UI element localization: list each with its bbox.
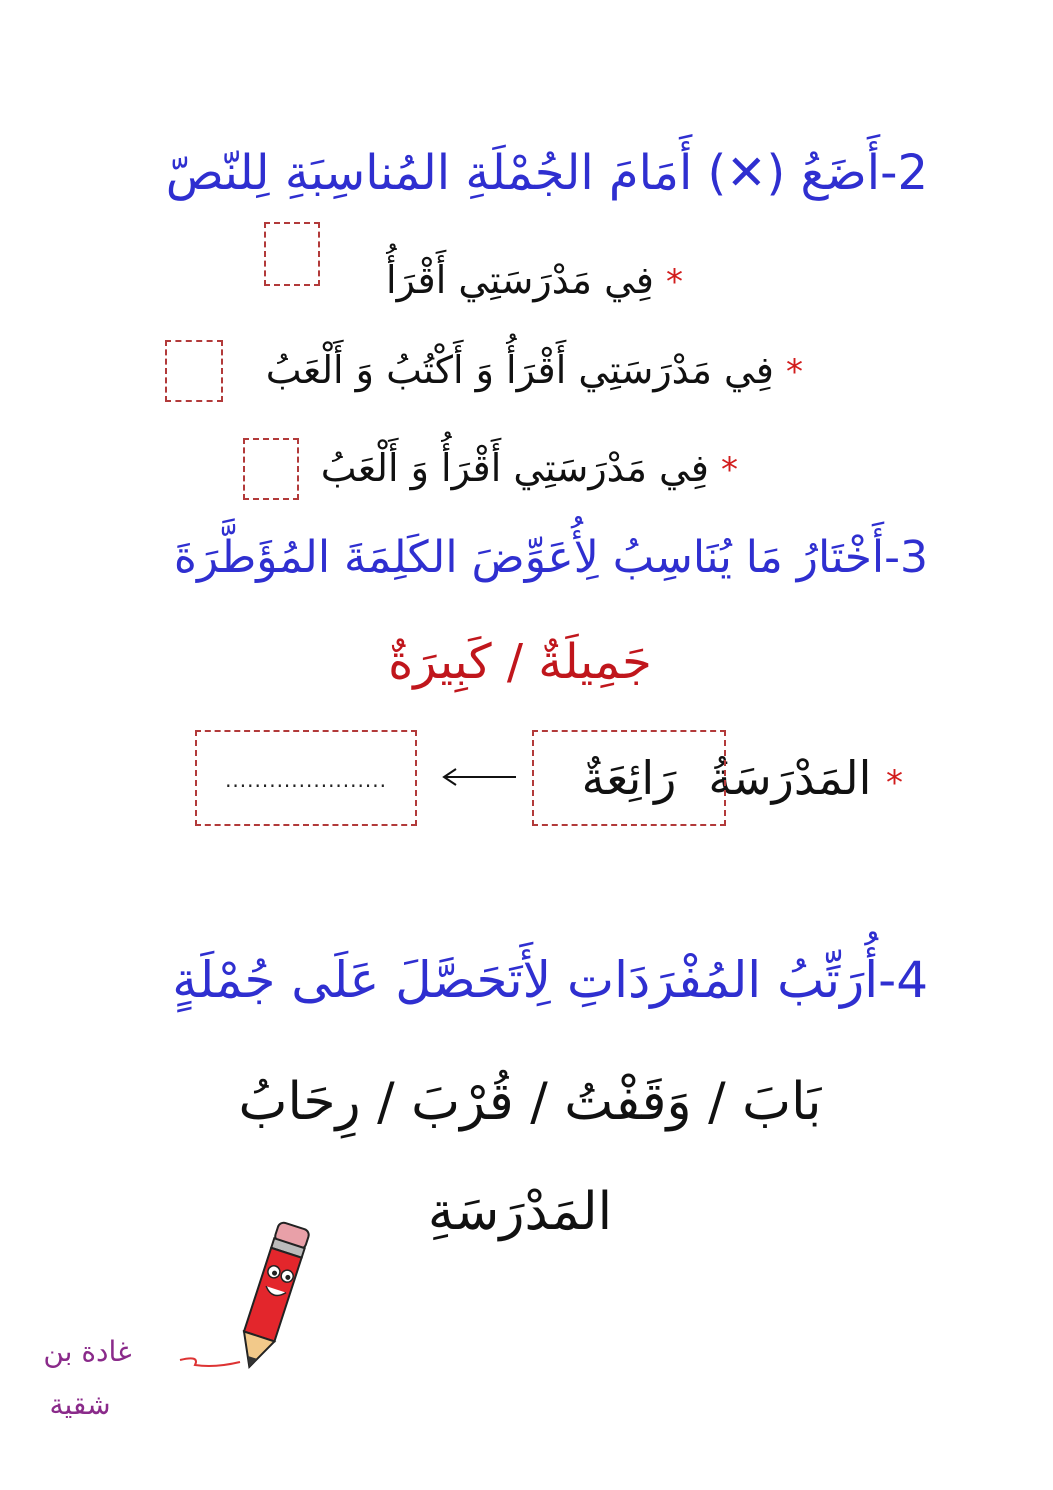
- item-star: *: [666, 262, 683, 302]
- framed-word: رَائِعَةٌ: [581, 751, 677, 805]
- sentence-word: * المَدْرَسَةُ: [708, 751, 903, 805]
- words-line-1: بَابَ / وَقَفْتُ / قُرْبَ / رِحَابُ: [238, 1072, 822, 1132]
- section2-item-2: [266, 345, 803, 397]
- item-text: فِي مَدْرَسَتِي أَقْرَأُ: [386, 258, 654, 302]
- sentence-star: *: [886, 763, 903, 803]
- section4-heading: 4-أُرَتِّبُ المُفْرَدَاتِ لِأَتَحَصَّلَ عَلَى جُمْلَةٍ: [172, 951, 928, 1009]
- pencil-mascot-icon: [170, 1210, 330, 1380]
- signature-line-2: شقية: [49, 1388, 111, 1421]
- item-star: *: [721, 450, 738, 490]
- signature-line-1: غادة بن: [43, 1335, 132, 1368]
- answer-placeholder[interactable]: ......................: [225, 768, 387, 792]
- answer-checkbox-2[interactable]: [165, 340, 223, 402]
- item-text: فِي مَدْرَسَتِي أَقْرَأُ وَ أَلْعَبُ: [320, 446, 709, 490]
- answer-checkbox-3[interactable]: [243, 438, 299, 500]
- item-star: *: [786, 352, 803, 392]
- word-options: جَمِيلَةٌ / كَبِيرَةٌ: [388, 634, 652, 690]
- section2-item-1: [386, 255, 683, 307]
- words-line-2: المَدْرَسَةِ: [427, 1182, 613, 1242]
- section2-item-3: [321, 443, 738, 495]
- section3-heading: 3-أَخْتَارُ مَا يُنَاسِبُ لِأُعَوِّضَ الكَلِمَةَ المُؤَطَّرَةَ: [173, 532, 928, 583]
- answer-checkbox-1[interactable]: [264, 222, 320, 286]
- arrow-left-icon: [438, 765, 518, 789]
- item-text: فِي مَدْرَسَتِي أَقْرَأُ وَ أَكْتُبُ وَ أَلْعَبُ: [265, 348, 774, 392]
- section2-heading: 2-أَضَعُ (✕) أَمَامَ الجُمْلَةِ المُناسِبَةِ لِلنّصّ: [165, 145, 928, 201]
